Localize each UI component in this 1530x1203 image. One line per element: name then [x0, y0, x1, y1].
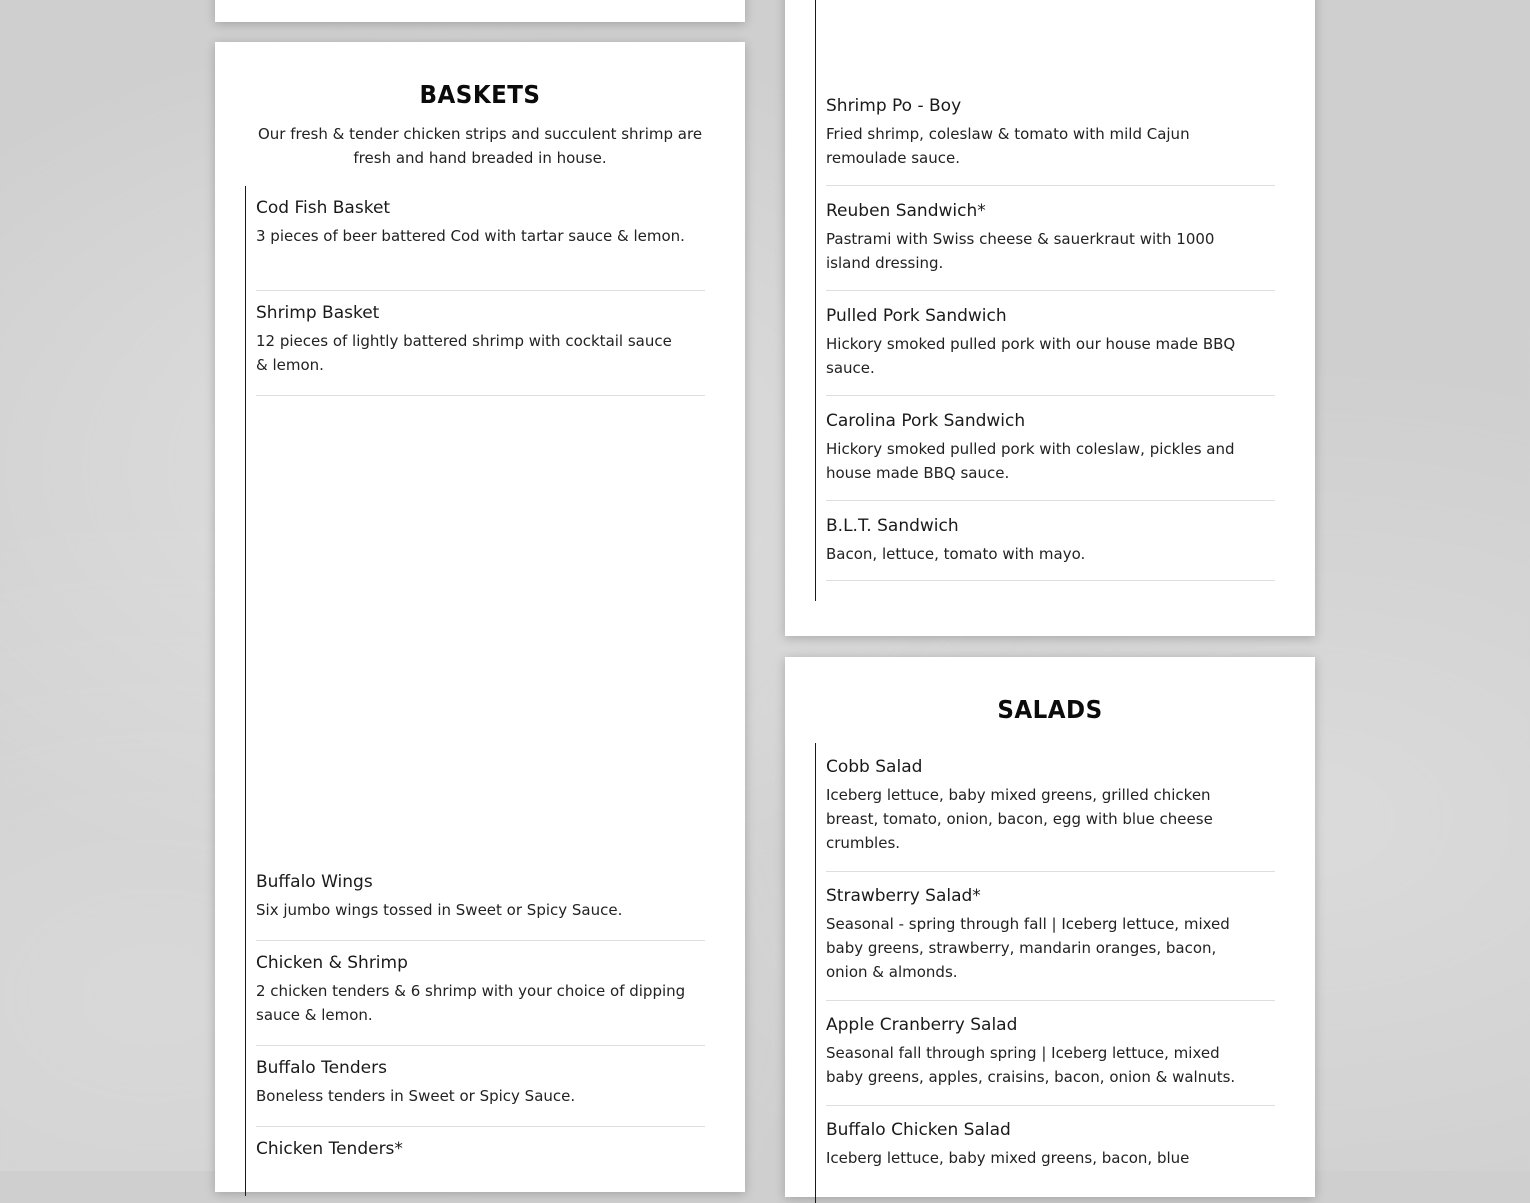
- item-name: Shrimp Po - Boy: [826, 96, 962, 116]
- sandwiches-card: [785, 0, 1315, 636]
- menu-item: [256, 1137, 705, 1197]
- item-description: Bacon, lettuce, tomato with mayo.: [826, 545, 1086, 563]
- item-name: Strawberry Salad*: [826, 886, 981, 906]
- item-name: Buffalo Tenders: [256, 1058, 387, 1078]
- item-description: 2 chicken tenders & 6 shrimp with your choice of dipping sauce & lemon.: [256, 982, 686, 1024]
- item-name: Buffalo Chicken Salad: [826, 1120, 1011, 1140]
- item-name: Chicken Tenders*: [256, 1139, 403, 1159]
- item-description: Hickory smoked pulled pork with coleslaw, pickles and house made BBQ sauce.: [826, 440, 1235, 482]
- item-name: Chicken & Shrimp: [256, 953, 408, 973]
- menu-item: [826, 199, 1275, 291]
- item-description: 12 pieces of lightly battered shrimp with cocktail sauce & lemon.: [256, 332, 672, 374]
- baskets-title: BASKETS: [419, 80, 541, 109]
- item-name: Shrimp Basket: [256, 303, 380, 323]
- item-description: Six jumbo wings tossed in Sweet or Spicy Sauce.: [256, 901, 623, 919]
- item-description: Hickory smoked pulled pork with our house made BBQ sauce.: [826, 335, 1236, 377]
- item-description: Pastrami with Swiss cheese & sauerkraut with 1000 island dressing.: [826, 230, 1215, 272]
- baskets-item-list: [245, 186, 706, 1196]
- menu-item: [256, 951, 705, 1046]
- menu-item: [256, 196, 705, 291]
- item-name: B.L.T. Sandwich: [826, 516, 959, 536]
- menu-item: [826, 1013, 1275, 1106]
- item-name: Pulled Pork Sandwich: [826, 306, 1007, 326]
- salads-item-list: [815, 743, 1276, 1203]
- menu-item: [826, 755, 1275, 872]
- item-description: Seasonal fall through spring | Iceberg lettuce, mixed baby greens, apples, craisins, bacon, onion & walnuts.: [826, 1044, 1236, 1086]
- sandwiches-item-list: [815, 0, 1276, 601]
- menu-item: [826, 1118, 1275, 1198]
- item-name: Carolina Pork Sandwich: [826, 411, 1026, 431]
- item-name: Buffalo Wings: [256, 872, 373, 892]
- menu-item: [826, 94, 1275, 186]
- item-name: Cod Fish Basket: [256, 198, 391, 218]
- item-description: Fried shrimp, coleslaw & tomato with mild Cajun remoulade sauce.: [826, 125, 1190, 167]
- baskets-description: Our fresh & tender chicken strips and succulent shrimp are fresh and hand breaded in house.: [257, 125, 703, 167]
- menu-item: [256, 870, 705, 941]
- item-description: Iceberg lettuce, baby mixed greens, bacon, blue: [826, 1149, 1190, 1167]
- item-description: 3 pieces of beer battered Cod with tartar sauce & lemon.: [256, 227, 685, 245]
- item-description: Boneless tenders in Sweet or Spicy Sauce.: [256, 1087, 576, 1105]
- menu-item: [826, 409, 1275, 501]
- menu-item: [256, 301, 705, 396]
- menu-item: [826, 304, 1275, 396]
- baskets-card: [215, 42, 745, 1192]
- salads-card: [785, 657, 1315, 1197]
- item-description: Iceberg lettuce, baby mixed greens, grilled chicken breast, tomato, onion, bacon, egg with blue cheese crumbles.: [826, 786, 1213, 852]
- menu-card-previous: [215, 0, 745, 22]
- item-name: Apple Cranberry Salad: [826, 1015, 1018, 1035]
- salads-title: SALADS: [997, 695, 1103, 724]
- item-name: Cobb Salad: [826, 757, 923, 777]
- menu-item: [256, 1056, 705, 1127]
- menu-item: [826, 514, 1275, 581]
- item-name: Reuben Sandwich*: [826, 201, 986, 221]
- item-description: Seasonal - spring through fall | Iceberg lettuce, mixed baby greens, strawberry, mandarin oranges, bacon, onion & almonds.: [826, 915, 1230, 981]
- menu-item: [826, 884, 1275, 1001]
